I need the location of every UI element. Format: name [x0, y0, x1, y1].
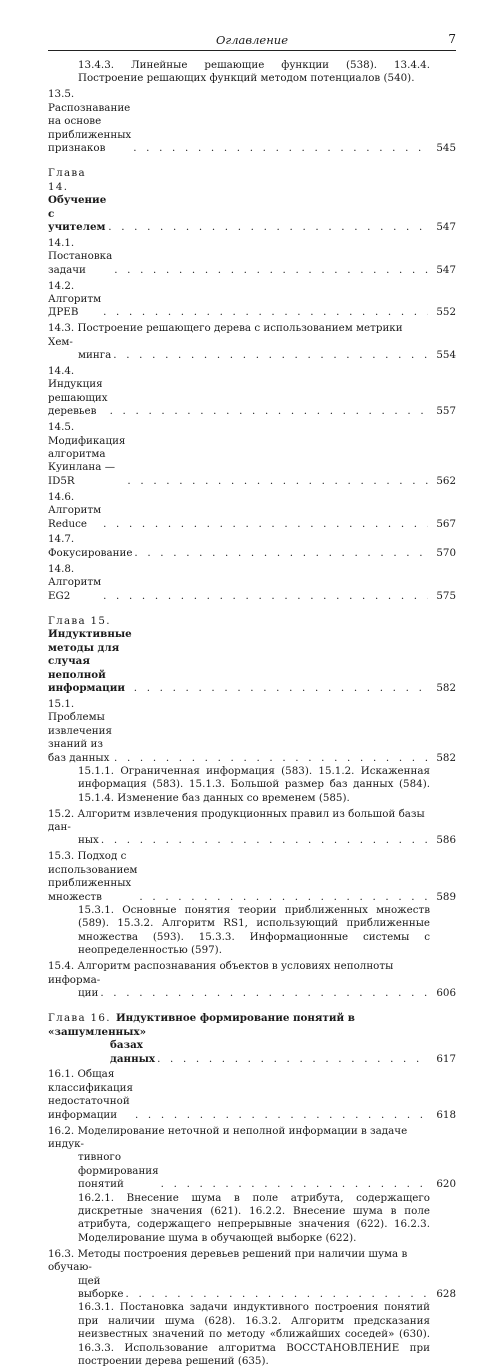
entry-page: 582: [436, 751, 456, 764]
table-of-contents: [48, 59, 456, 1368]
leader-dots: [100, 987, 428, 1000]
entry-title: 14.4. Индукция решающих деревьев: [48, 365, 108, 418]
section-title-line: 16.2. Моделирование неточной и неполной информации в задаче индук-: [48, 1124, 408, 1150]
page: [48, 32, 456, 1368]
leader-dots: [134, 682, 428, 695]
section-row: [48, 1275, 456, 1302]
entry-page: 575: [436, 589, 456, 602]
leader-dots: [103, 306, 428, 319]
entry-page: 589: [436, 890, 456, 903]
entry-page: 582: [436, 681, 456, 694]
toc-entry: [48, 280, 456, 320]
chapter-heading: [48, 1012, 456, 1066]
chapter-row: [48, 167, 456, 234]
leader-dots: [134, 547, 428, 560]
toc-entry: [48, 1125, 456, 1246]
entry-title: ных: [78, 834, 99, 847]
entry-page: 552: [436, 306, 456, 319]
entry-page: 617: [436, 1052, 456, 1065]
toc-entry: [48, 1248, 456, 1368]
chapter-title-line: [48, 1012, 456, 1039]
section-title-line: 14.3. Построение решающего дерева с использованием метрики Хем-: [48, 322, 403, 348]
section-row: [48, 421, 456, 488]
entry-title: тивного формирования понятий: [78, 1151, 159, 1191]
section-row: [48, 237, 456, 277]
entry-title: 14.5. Модификация алгоритма Куинлана — ID5R: [48, 421, 126, 487]
section-title-line: 15.4. Алгоритм распознавания объектов в условиях неполноты информа-: [48, 960, 394, 986]
entry-page: 570: [436, 546, 456, 559]
section-row: [48, 491, 456, 531]
leader-dots: [126, 1288, 428, 1301]
toc-entry: [48, 59, 456, 86]
section-row: [48, 1151, 456, 1191]
entry-title: 14.7. Фокусирование: [48, 533, 133, 559]
subsection-list: 16.2.1. Внесение шума в поле атрибута, содержащего дискретные значения (621). 16.2.2. Внесение шума в поле атрибута, содержащего непрерывные значения (622). 16.2.3. Моделирование шума в обучающей выборке (622).: [78, 1191, 430, 1244]
toc-entry: [48, 808, 456, 848]
leader-dots: [135, 1109, 428, 1122]
entry-page: 547: [436, 263, 456, 276]
leader-dots: [103, 590, 428, 603]
section-title-line: 16.3. Методы построения деревьев решений при наличии шума в обучаю-: [48, 1247, 408, 1274]
chapter-row: [48, 1039, 456, 1066]
section-row: [48, 533, 456, 560]
leader-dots: [127, 475, 428, 488]
entry-page: 628: [436, 1287, 456, 1300]
chapter-heading: [48, 167, 456, 234]
section-row: [48, 1068, 456, 1122]
entry-page: 562: [436, 474, 456, 487]
chapter-title: Индуктивное формирование понятий в «зашумленных»: [48, 1012, 355, 1038]
entry-page: 586: [436, 834, 456, 847]
section-row: [48, 280, 456, 320]
leader-dots: [114, 752, 428, 765]
chapter-row: [48, 615, 456, 695]
entry-title: 15.3. Подход с использованием приближенных множеств: [48, 850, 138, 903]
leader-dots: [101, 834, 428, 847]
section-row: [48, 834, 456, 847]
chapter-title: Обучение с учителем: [48, 194, 107, 233]
entry-title: 15.1. Проблемы извлечения знаний из баз данных: [48, 697, 113, 764]
entry-page: 606: [436, 986, 456, 999]
chapter-heading: [48, 615, 456, 695]
toc-entry: [48, 698, 456, 805]
toc-entry: [48, 1068, 456, 1122]
subsection-list: 13.4.3. Линейные решающие функции (538). 13.4.4. Построение решающих функций методом потенциалов (540).: [78, 59, 430, 85]
chapter-title-cont: базах данных: [110, 1039, 156, 1065]
toc-entry: [48, 237, 456, 277]
section-title-line: 15.2. Алгоритм извлечения продукционных правил из большой базы дан-: [48, 807, 425, 834]
subsection-list: 16.3.1. Постановка задачи индуктивного построения понятий при наличии шума (628). 16.3.2. Алгоритм предсказания неизвестных значений по методу «ближайших соседей» (630). 16.3.3. Использование алгоритма ВОССТАНОВЛЕНИЕ при построении дерева решений (635).: [78, 1301, 430, 1367]
toc-entry: [48, 533, 456, 560]
leader-dots: [114, 264, 428, 277]
leader-dots: [157, 1053, 428, 1066]
section-row: [48, 698, 456, 765]
entry-page: 557: [436, 405, 456, 418]
entry-title: 14.2. Алгоритм ДРЕВ: [48, 279, 102, 319]
toc-entry: [48, 960, 456, 1000]
toc-entry: [48, 563, 456, 603]
entry-page: 547: [436, 220, 456, 233]
section-row: [48, 349, 456, 362]
entry-title: 13.5. Распознавание на основе приближенных признаков: [48, 88, 132, 154]
chapter-title: Индуктивные методы для случая неполной информации: [48, 628, 132, 694]
chapter-label: Глава 16.: [48, 1012, 111, 1025]
toc-entry: [48, 88, 456, 155]
entry-title: [48, 615, 132, 695]
entry-page: 567: [436, 517, 456, 530]
entry-page: 620: [436, 1178, 456, 1191]
leader-dots: [113, 349, 428, 362]
section-row: [48, 563, 456, 603]
entry-page: 554: [436, 349, 456, 362]
section-row: [48, 88, 456, 155]
leader-dots: [133, 142, 428, 155]
page-number: 7: [448, 32, 456, 46]
leader-dots: [108, 221, 428, 234]
entry-title: щей выборке: [78, 1274, 124, 1300]
running-title: Оглавление: [215, 33, 289, 47]
toc-entry: [48, 421, 456, 488]
subsection-list: 15.3.1. Основные понятия теории приближенных множеств (589). 15.3.2. Алгоритм RS1, использующий приближенные множества (593). 15.3.3. Информационные системы с неопределенностью (597).: [78, 903, 430, 957]
section-row: [48, 987, 456, 1000]
leader-dots: [103, 518, 428, 531]
section-row: [48, 365, 456, 419]
chapter-label: Глава 14.: [48, 167, 86, 193]
entry-title: [110, 1039, 155, 1066]
leader-dots: [110, 405, 428, 418]
toc-entry: [48, 850, 456, 957]
subsection-list: 15.1.1. Ограниченная информация (583). 15.1.2. Искаженная информация (583). 15.1.3. Большой размер баз данных (584). 15.1.4. Изменение баз данных со временем (585).: [78, 764, 430, 804]
leader-dots: [161, 1178, 428, 1191]
entry-title: 14.1. Постановка задачи: [48, 236, 113, 276]
entry-title: ции: [78, 986, 99, 999]
section-row: [48, 850, 456, 904]
running-header: [48, 32, 456, 51]
toc-entry: [48, 365, 456, 419]
entry-page: 545: [436, 141, 456, 154]
entry-page: 618: [436, 1108, 456, 1121]
entry-title: 14.8. Алгоритм EG2: [48, 562, 102, 602]
entry-title: 16.1. Общая классификация недостаточной информации: [48, 1068, 133, 1121]
toc-entry: [48, 491, 456, 531]
entry-title: 14.6. Алгоритм Reduce: [48, 490, 102, 530]
chapter-label: Глава 15.: [48, 614, 111, 627]
toc-entry: [48, 322, 456, 362]
leader-dots: [139, 891, 428, 904]
entry-title: [48, 167, 106, 234]
entry-title: минга: [78, 349, 112, 362]
